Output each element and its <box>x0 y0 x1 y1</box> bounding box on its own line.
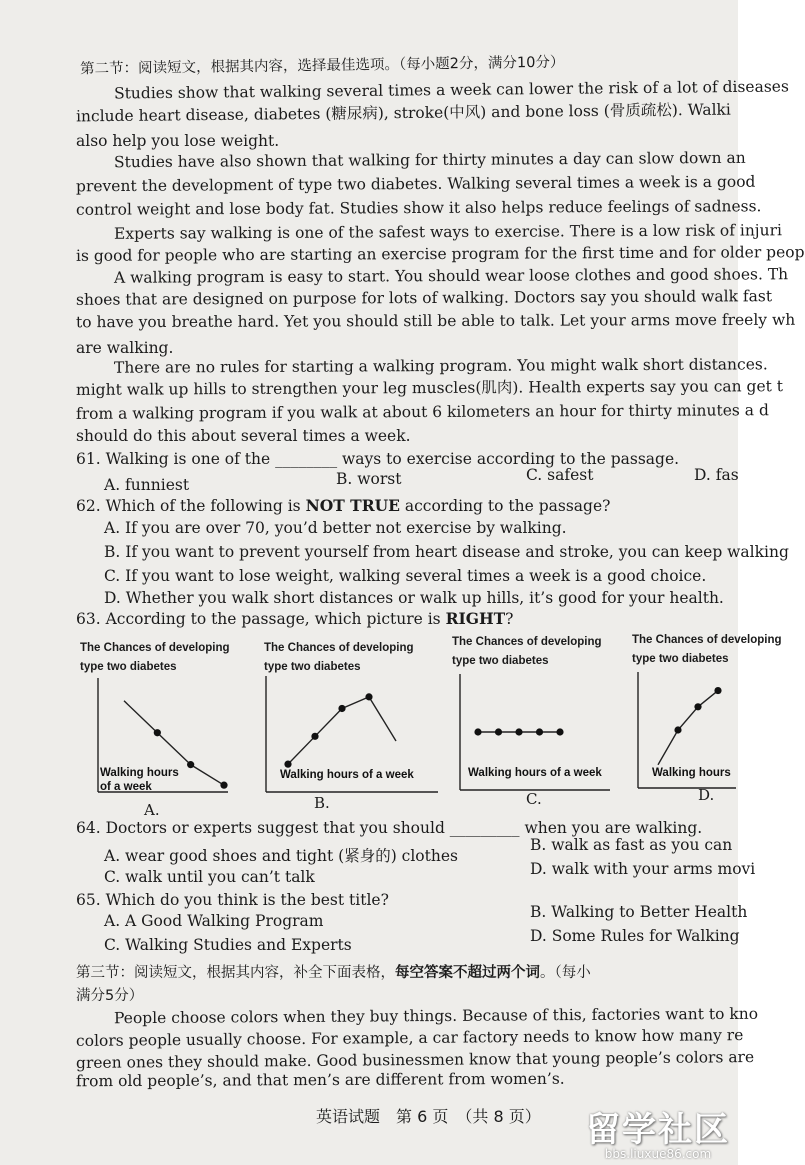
passage-line: People choose colors when they buy things. Because of this, factories want to kno <box>113 1004 759 1028</box>
passage-line: green ones they should make. Good businessmen know that young people’s colors are <box>75 1048 755 1072</box>
chart-label: B. <box>314 794 330 812</box>
passage-line: A walking program is easy to start. You should wear loose clothes and good shoes. Th <box>113 265 789 287</box>
x-axis-label-line: of a week <box>100 781 152 793</box>
data-point <box>515 728 522 735</box>
question-63-stem-bold: RIGHT <box>445 609 506 628</box>
data-point <box>284 761 291 768</box>
chart-title-line: The Chances of developing <box>80 642 230 654</box>
chart-title <box>80 640 230 675</box>
section3-heading <box>76 963 591 983</box>
x-axis-label: Walking hours <box>652 767 731 779</box>
data-point <box>187 761 194 768</box>
passage-line: from a walking program if you walk at about 6 kilometers an hour for thirty minutes a d <box>75 401 769 423</box>
question-62-stem-bold: NOT TRUE <box>305 496 400 515</box>
question-62-stem-pre: 62. Which of the following is <box>76 497 306 515</box>
chart-title-line: The Chances of developing <box>264 642 414 654</box>
data-point <box>474 728 481 735</box>
section2-heading: 第二节：阅读短文，根据其内容，选择最佳选项。（每小题2分，满分10分） <box>79 54 565 78</box>
passage-line: from old people’s, and that men’s are different from women’s. <box>75 1069 565 1091</box>
option-61-c[interactable]: C. safest <box>526 466 594 484</box>
section3-heading-line2: 满分5分） <box>76 988 144 1004</box>
page-footer: 英语试题 第 6 页 （共 8 页） <box>316 1107 541 1126</box>
chart-title-line: type two diabetes <box>80 661 177 673</box>
option-64-b[interactable]: B. walk as fast as you can <box>530 836 733 854</box>
data-point <box>495 728 502 735</box>
chart-label: D. <box>698 786 715 804</box>
option-64-d[interactable]: D. walk with your arms movi <box>530 860 756 878</box>
question-62-stem <box>76 496 610 516</box>
option-65-d[interactable]: D. Some Rules for Walking <box>530 927 740 945</box>
passage-line: There are no rules for starting a walking program. You might walk short distances. <box>113 355 768 377</box>
data-point <box>338 705 345 712</box>
question-64-stem: 64. Doctors or experts suggest that you should _________ when you are walking. <box>76 819 703 837</box>
data-point <box>220 782 227 789</box>
section3-heading-bold: 每空答案不超过两个词 <box>395 965 540 981</box>
data-point <box>154 729 161 736</box>
passage-line: is good for people who are starting an exercise program for the first time and for older peop <box>75 243 805 265</box>
x-axis-label: Walking hours of a week <box>468 767 602 779</box>
option-61-d[interactable]: D. fas <box>694 466 739 484</box>
passage-line: also help you lose weight. <box>76 132 280 150</box>
chart-title-line: The Chances of developing <box>632 634 782 646</box>
watermark-logo: 留学社区 <box>586 1110 730 1150</box>
option-62-d[interactable]: D. Whether you walk short distances or walk up hills, it’s good for your health. <box>104 589 724 607</box>
chart-title-line: type two diabetes <box>264 661 361 673</box>
chart-title-line: type two diabetes <box>632 653 729 665</box>
passage-line: Experts say walking is one of the safest ways to exercise. There is a low risk of injuri <box>113 221 782 243</box>
watermark-url: bbs.liuxue86.com <box>604 1147 712 1161</box>
data-point <box>714 687 721 694</box>
chart-title <box>264 640 414 675</box>
option-64-a[interactable]: A. wear good shoes and tight (紧身的) clothes <box>104 847 458 865</box>
series-line <box>658 691 718 765</box>
chart-title-line: type two diabetes <box>452 655 549 667</box>
option-61-a[interactable]: A. funniest <box>104 476 190 494</box>
data-point <box>674 726 681 733</box>
data-point <box>311 733 318 740</box>
data-point <box>536 728 543 735</box>
passage-line: shoes that are designed on purpose for lots of walking. Doctors say you should walk fast <box>75 287 773 309</box>
passage-line: should do this about several times a week. <box>76 427 411 445</box>
data-point <box>365 693 372 700</box>
chart-label: A. <box>144 801 160 819</box>
section3-heading-pre: 第三节：阅读短文，根据其内容，补全下面表格， <box>76 965 395 981</box>
x-axis-label <box>100 767 179 793</box>
option-65-a[interactable]: A. A Good Walking Program <box>104 912 324 930</box>
passage-line: control weight and lose body fat. Studies show it also helps reduce feelings of sadness. <box>75 197 762 219</box>
question-65-stem: 65. Which do you think is the best title? <box>76 891 389 909</box>
question-61-stem: 61. Walking is one of the ________ ways to exercise according to the passage. <box>76 450 680 468</box>
question-63-stem-pre: 63. According to the passage, which picture is <box>76 610 446 628</box>
option-62-b[interactable]: B. If you want to prevent yourself from heart disease and stroke, you can keep walking <box>104 543 789 561</box>
passage-line: to have you breathe hard. Yet you should still be able to talk. Let your arms move freely wh <box>75 310 796 332</box>
chart-title <box>632 632 782 667</box>
option-61-b[interactable]: B. worst <box>336 470 402 488</box>
chart-a[interactable] <box>78 636 254 822</box>
option-64-c[interactable]: C. walk until you can’t talk <box>104 868 315 886</box>
chart-d[interactable] <box>630 628 782 814</box>
question-63-stem-post: ? <box>505 610 514 628</box>
option-62-c[interactable]: C. If you want to lose weight, walking several times a week is a good choice. <box>104 567 707 585</box>
chart-c[interactable] <box>450 630 620 816</box>
option-65-c[interactable]: C. Walking Studies and Experts <box>104 936 352 954</box>
passage-line: prevent the development of type two diabetes. Walking several times a week is a good <box>75 172 756 196</box>
watermark <box>586 1102 730 1161</box>
option-65-b[interactable]: B. Walking to Better Health <box>530 903 748 921</box>
section3-heading-post: 。（每小 <box>540 965 591 981</box>
passage-line: include heart disease, diabetes (糖尿病), stroke(中风) and bone loss (骨质疏松). Walki <box>75 100 731 126</box>
x-axis-label: Walking hours of a week <box>280 769 414 781</box>
question-63-stem <box>76 609 513 629</box>
chart-b[interactable] <box>262 636 442 822</box>
passage-line: colors people usually choose. For example, a car factory needs to know how many re <box>75 1026 744 1050</box>
data-point <box>556 728 563 735</box>
passage-line: might walk up hills to strengthen your leg muscles(肌肉). Health experts say you can get t <box>75 377 784 399</box>
data-point <box>694 703 701 710</box>
chart-title-line: The Chances of developing <box>452 636 602 648</box>
chart-label: C. <box>526 790 542 808</box>
passage-line: Studies show that walking several times a week can lower the risk of a lot of diseases <box>113 77 789 103</box>
passage-line: are walking. <box>76 339 174 357</box>
passage-line: Studies have also shown that walking for thirty minutes a day can slow down an <box>113 148 746 172</box>
x-axis-label-line: Walking hours <box>100 767 179 779</box>
question-62-stem-post: according to the passage? <box>399 497 611 515</box>
chart-title <box>452 634 602 669</box>
option-62-a[interactable]: A. If you are over 70, you’d better not exercise by walking. <box>104 519 567 537</box>
